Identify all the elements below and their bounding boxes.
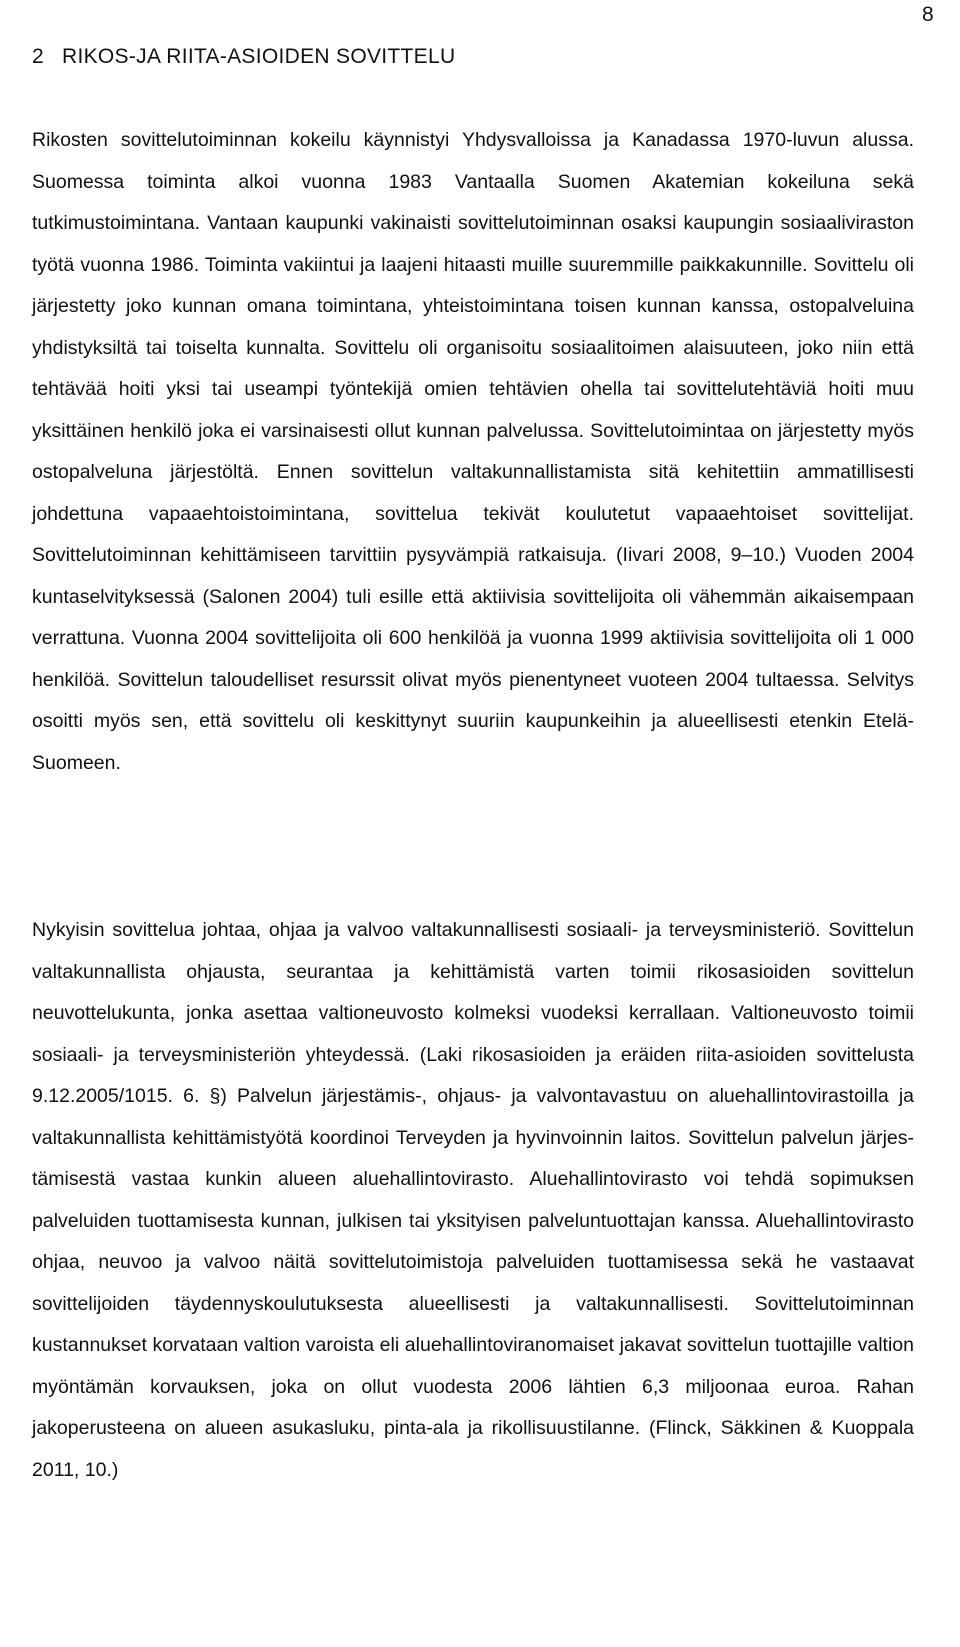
section-title: RIKOS-JA RIITA-ASIOIDEN SOVITTELU <box>62 45 456 68</box>
body-paragraph-2: Nykyisin sovittelua johtaa, ohjaa ja valvoo valtakunnallisesti sosiaali- ja terveysministeriö. Sovittelun valtakunnallista ohjausta, seurantaa ja kehittämistä varten toimii rikosasioiden sovittelun neuvottelukunta, jonka asettaa valtioneuvosto kolmeksi vuodeksi kerrallaan. Valtioneuvosto toimii sosiaali- ja terveysministeriön yhteydessä. (Laki rikosasioiden ja eräiden riita-asioiden sovittelusta 9.12.2005/1015. 6. §) Palvelun järjestämis-, ohjaus- ja valvontavastuu on aluehallintovirastoilla ja valtakunnallista kehittämistyötä koordinoi Terveyden ja hyvinvoinnin laitos. Sovittelun palvelun järjestämisestä vastaa kunkin alueen aluehallintovirasto. Aluehallintovirasto voi tehdä sopimuksen palveluiden tuottamisesta kunnan, julkisen tai yksityisen palveluntuottajan kanssa. Aluehallintovirasto ohjaa, neuvoo ja valvoo näitä sovittelutoimistoja palveluiden tuottamisessa sekä he vastaavat sovittelijoiden täydennyskoulutuksesta alueellisesti ja valtakunnallisesti. Sovittelutoiminnan kustannukset korvataan valtion varoista eli aluehallintoviranomaiset jakavat sovittelun tuottajille valtion myöntämän korvauksen, joka on ollut vuodesta 2006 lähtien 6,3 miljoonaa euroa. Rahan jakoperusteena on alueen asukasluku, pinta-ala ja rikollisuustilanne. (Flinck, Säkkinen & Kuoppala 2011, 10.) <box>32 919 914 1481</box>
section-heading <box>32 44 455 70</box>
body-paragraph-1: Rikosten sovittelutoiminnan kokeilu käynnistyi Yhdysvalloissa ja Kanadassa 1970-luvun alussa. Suomessa toiminta alkoi vuonna 1983 Vantaalla Suomen Akatemian kokeiluna sekä tutkimustoimintana. Vantaan kaupunki vakinaisti sovittelutoiminnan osaksi kaupungin sosiaaliviraston työtä vuonna 1986. Toiminta vakiintui ja laajeni hitaasti muille suuremmille paikkakunnille. Sovittelu oli järjestetty joko kunnan omana toimintana, yhteistoimintana toisen kunnan kanssa, ostopalveluina yhdistyksiltä tai toiselta kunnalta. Sovittelu oli organisoitu sosiaalitoimen alaisuuteen, joko niin että tehtävää hoiti yksi tai useampi työntekijä omien tehtävien ohella tai sovittelutehtäviä hoiti muu yksittäinen henkilö joka ei varsinaisesti ollut kunnan palvelussa. Sovittelutoimintaa on järjestetty myös ostopalveluna järjestöltä. Ennen sovittelun valtakunnallistamista sitä kehitettiin ammatillisesti johdettuna vapaaehtoistoimintana, sovittelua tekivät koulutetut vapaaehtoiset sovittelijat. Sovittelutoiminnan kehittämiseen tarvittiin pysyvämpiä ratkaisuja. (Iivari 2008, 9–10.) Vuoden 2004 kuntaselvityksessä (Salonen 2004) tuli esille että aktiivisia sovittelijoita oli vähemmän aikaisempaan verrattuna. Vuonna 2004 sovittelijoita oli 600 henkilöä ja vuonna 1999 aktiivisia sovittelijoita oli 1 000 henkilöä. Sovittelun taloudelliset resurssit olivat myös pienentyneet vuoteen 2004 tultaessa. Selvitys osoitti myös sen, että sovittelu oli keskittynyt suuriin kaupunkeihin ja alueellisesti etenkin Etelä-Suomeen. <box>32 129 914 774</box>
page-number: 8 <box>922 3 934 26</box>
section-number: 2 <box>32 45 44 68</box>
